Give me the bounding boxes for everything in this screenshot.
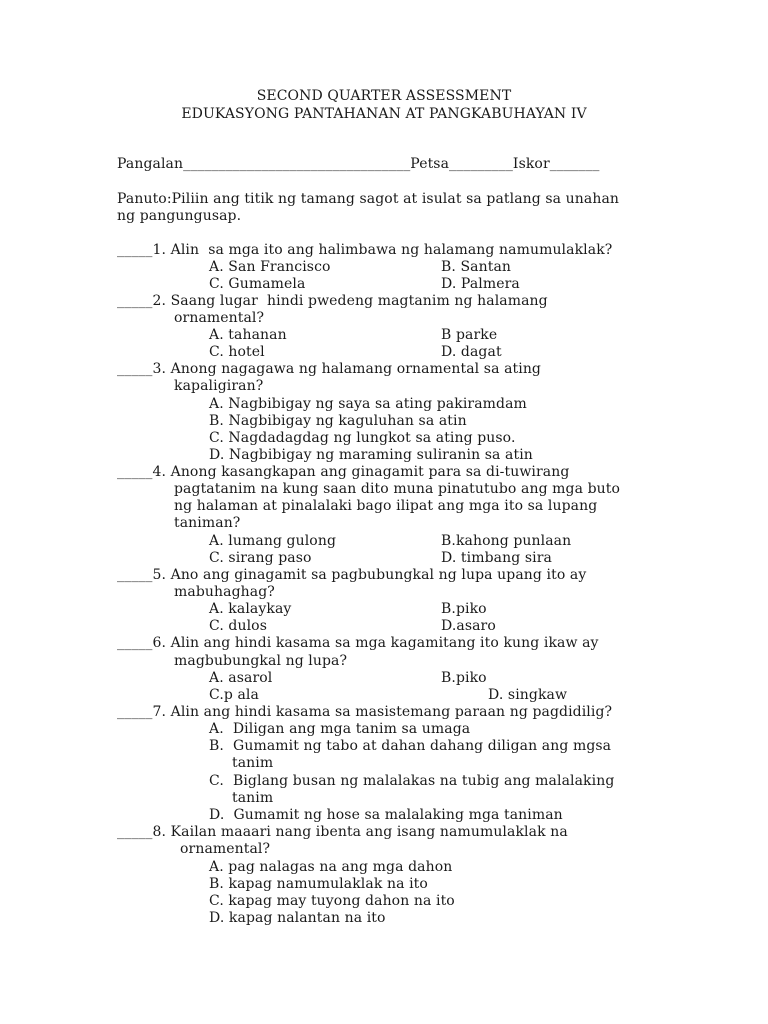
- q7-option-c-line-2: tanim: [232, 790, 274, 806]
- q2-option-b: B parke: [441, 327, 498, 343]
- title-assessment: SECOND QUARTER ASSESSMENT: [256, 88, 512, 104]
- q7-stem: _____7. Alin ang hindi kasama sa masistemang paraan ng pagdidilig?: [117, 704, 613, 720]
- q8-option-b: B. kapag namumulaklak na ito: [209, 876, 428, 892]
- q5-option-a: A. kalaykay: [209, 601, 292, 617]
- q2-option-a: A. tahanan: [209, 327, 287, 343]
- q7-option-b-line-1: B. Gumamit ng tabo at dahan dahang diligan ang mgsa: [209, 738, 612, 754]
- q4-option-d: D. timbang sira: [441, 550, 552, 566]
- q6-stem-line-1: _____6. Alin ang hindi kasama sa mga kagamitang ito kung ikaw ay: [117, 635, 599, 651]
- q1-option-c: C. Gumamela: [209, 276, 306, 292]
- q2-option-c: C. hotel: [209, 344, 265, 360]
- q8-option-c: C. kapag may tuyong dahon na ito: [209, 893, 455, 909]
- q4-stem-line-1: _____4. Anong kasangkapan ang ginagamit para sa di-tuwirang: [117, 464, 570, 480]
- q6-option-a: A. asarol: [209, 670, 273, 686]
- q6-stem-line-2: magbubungkal ng lupa?: [174, 653, 348, 669]
- q5-option-b: B.piko: [441, 601, 487, 617]
- q3-stem-line-1: _____3. Anong nagagawa ng halamang ornamental sa ating: [117, 361, 541, 377]
- q7-option-b-line-2: tanim: [232, 755, 274, 771]
- instructions-line-2: ng pangungusap.: [117, 208, 242, 224]
- q7-option-d: D. Gumamit ng hose sa malalaking mga taniman: [209, 807, 563, 823]
- name-date-score-fields: Pangalan________________________________Petsa_________Iskor_______: [117, 156, 600, 172]
- q4-option-c: C. sirang paso: [209, 550, 312, 566]
- q2-option-d: D. dagat: [441, 344, 502, 360]
- q4-option-b: B.kahong punlaan: [441, 533, 572, 549]
- q3-option-c: C. Nagdadagdag ng lungkot sa ating puso.: [209, 430, 516, 446]
- q6-option-d: D. singkaw: [488, 687, 568, 703]
- q4-option-a: A. lumang gulong: [209, 533, 337, 549]
- q1-option-a: A. San Francisco: [209, 259, 331, 275]
- q5-option-d: D.asaro: [441, 618, 496, 634]
- q5-stem-line-1: _____5. Ano ang ginagamit sa pagbubungkal ng lupa upang ito ay: [117, 567, 587, 583]
- q4-stem-line-3: ng halaman at pinalalaki bago ilipat ang mga ito sa lupang: [174, 498, 598, 514]
- q2-stem-line-2: ornamental?: [174, 310, 265, 326]
- q1-option-b: B. Santan: [441, 259, 512, 275]
- q5-stem-line-2: mabuhaghag?: [174, 584, 275, 600]
- title-subject: EDUKASYONG PANTAHANAN AT PANGKABUHAYAN IV: [181, 106, 587, 122]
- q8-stem-line-1: _____8. Kailan maaari nang ibenta ang isang namumulaklak na: [117, 824, 568, 840]
- q3-option-a: A. Nagbibigay ng saya sa ating pakiramdam: [209, 396, 527, 412]
- q3-option-d: D. Nagbibigay ng maraming suliranin sa atin: [209, 447, 533, 463]
- q7-option-a: A. Diligan ang mga tanim sa umaga: [209, 721, 471, 737]
- q8-stem-line-2: ornamental?: [180, 841, 271, 857]
- q4-stem-line-4: taniman?: [174, 515, 241, 531]
- q8-option-d: D. kapag nalantan na ito: [209, 910, 386, 926]
- q1-stem: _____1. Alin sa mga ito ang halimbawa ng halamang namumulaklak?: [117, 242, 613, 258]
- q6-option-c: C.p ala: [209, 687, 259, 703]
- q7-option-c-line-1: C. Biglang busan ng malalakas na tubig ang malalaking: [209, 773, 615, 789]
- instructions-line-1: Panuto:Piliin ang titik ng tamang sagot at isulat sa patlang sa unahan: [117, 191, 620, 207]
- q3-stem-line-2: kapaligiran?: [174, 378, 264, 394]
- q5-option-c: C. dulos: [209, 618, 267, 634]
- q8-option-a: A. pag nalagas na ang mga dahon: [209, 859, 453, 875]
- q1-option-d: D. Palmera: [441, 276, 520, 292]
- q3-option-b: B. Nagbibigay ng kaguluhan sa atin: [209, 413, 467, 429]
- q4-stem-line-2: pagtatanim na kung saan dito muna pinatutubo ang mga buto: [174, 481, 621, 497]
- q2-stem-line-1: _____2. Saang lugar hindi pwedeng magtanim ng halamang: [117, 293, 548, 309]
- q6-option-b: B.piko: [441, 670, 487, 686]
